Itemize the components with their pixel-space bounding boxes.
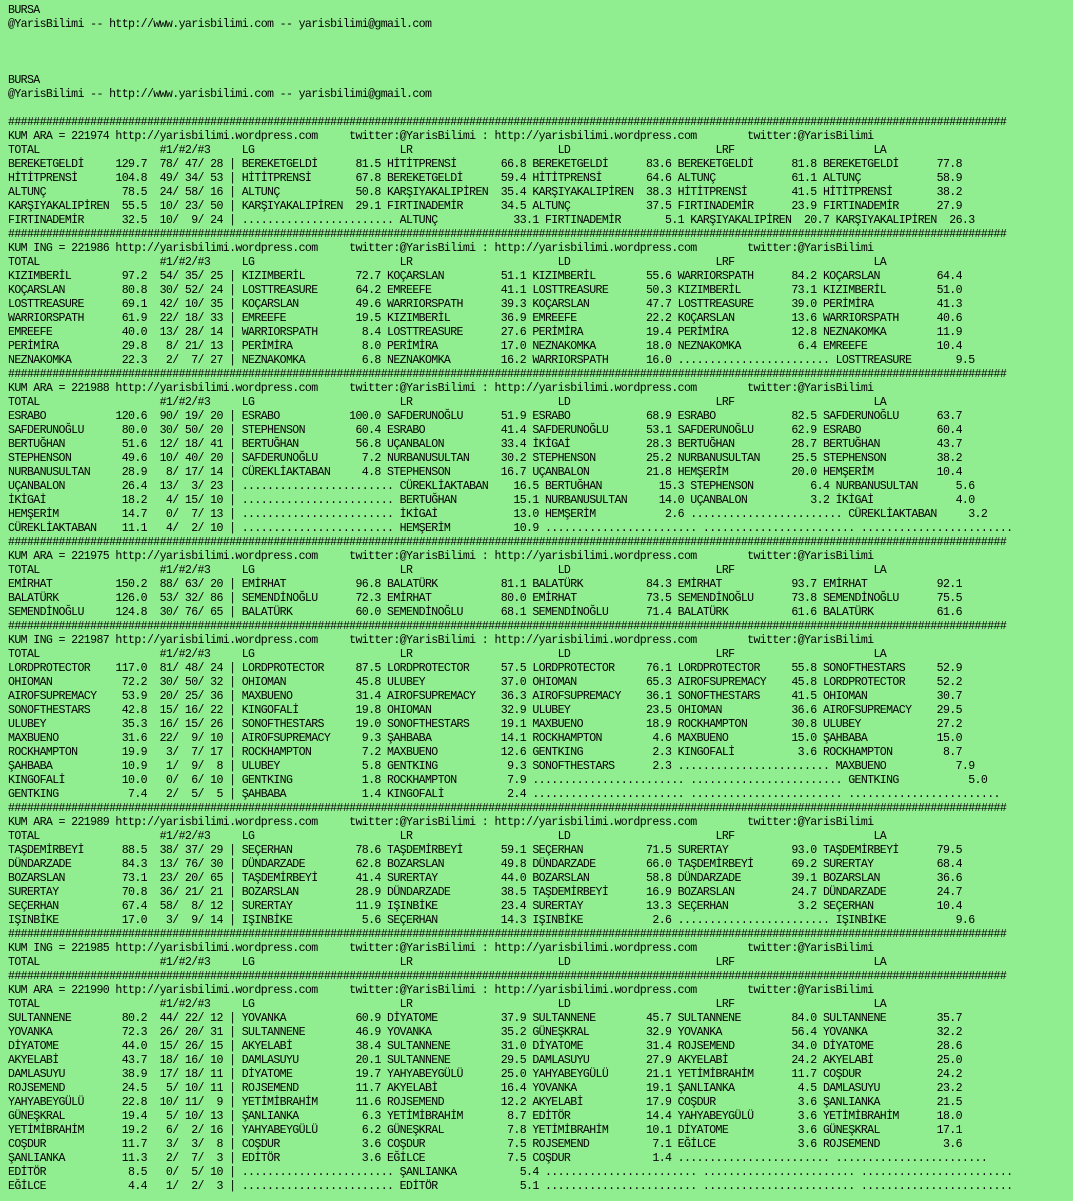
race-report-text: BURSA @YarisBilimi -- http://www.yarisbilimi.com -- yarisbilimi@gmail.com BURSA @YarisBilimi -- http://www.yarisbilimi.com -- yarisbilimi@gmail.com ############################################################################################################################################################## KUM ARA = 221974 http://yarisbilimi.wordpress.com twitter:@YarisBilimi : http://yarisbilimi.wordpress.com twitter:@YarisBilimi TOTAL #1/#2/#3 LG LR LD LRF LA BEREKETGELDİ 129.7 78/ 47/ 28 | BEREKETGELDİ 81.5 HİTİTPRENSİ 66.8 BEREKETGELDİ 83.6 BEREKETGELDİ 81.8 BEREKETGELDİ 77.8 HİTİTPRENSİ 104.8 49/ 34/ 53 | HİTİTPRENSİ 67.8 BEREKETGELDİ 59.4 HİTİTPRENSİ 64.6 ALTUNÇ 61.1 ALTUNÇ 58.9 ALTUNÇ 78.5 24/ 58/ 16 | ALTUNÇ 50.8 KARŞIYAKALIPİREN 35.4 KARŞIYAKALIPİREN 38.3 HİTİTPRENSİ 41.5 HİTİTPRENSİ 38.2 KARŞIYAKALIPİREN 55.5 10/ 23/ 50 | KARŞIYAKALIPİREN 29.1 FIRTINADEMİR 34.5 ALTUNÇ 37.5 FIRTINADEMİR 23.9 FIRTINADEMİR 27.9 FIRTINADEMİR 32.5 10/ 9/ 24 | ........................ ALTUNÇ 33.1 FIRTINADEMİR 5.1 KARŞIYAKALIPİREN 20.7 KARŞIYAKALIPİREN 26.3 ############################################################################################################################################################## KUM ING = 221986 http://yarisbilimi.wordpress.com twitter:@YarisBilimi : http://yarisbilimi.wordpress.com twitter:@YarisBilimi TOTAL #1/#2/#3 LG LR LD LRF LA KIZIMBERİL 97.2 54/ 35/ 25 | KIZIMBERİL 72.7 KOÇARSLAN 51.1 KIZIMBERİL 55.6 WARRIORSPATH 84.2 KOÇARSLAN 64.4 KOÇARSLAN 80.8 30/ 52/ 24 | LOSTTREASURE 64.2 EMREEFE 41.1 LOSTTREASURE 50.3 KIZIMBERİL 73.1 KIZIMBERİL 51.0 LOSTTREASURE 69.1 42/ 10/ 35 | KOÇARSLAN 49.6 WARRIORSPATH 39.3 KOÇARSLAN 47.7 LOSTTREASURE 39.0 PERİMİRA 41.3 WARRIORSPATH 61.9 22/ 18/ 33 | EMREEFE 19.5 KIZIMBERİL 36.9 EMREEFE 22.2 KOÇARSLAN 13.6 WARRIORSPATH 40.6 EMREEFE 40.0 13/ 28/ 14 | WARRIORSPATH 8.4 LOSTTREASURE 27.6 PERİMİRA 19.4 PERİMİRA 12.8 NEZNAKOMKA 11.9 PERİMİRA 29.8 8/ 21/ 13 | PERİMİRA 8.0 PERİMİRA 17.0 NEZNAKOMKA 18.0 NEZNAKOMKA 6.4 EMREEFE 10.4 NEZNAKOMKA 22.3 2/ 7/ 27 | NEZNAKOMKA 6.8 NEZNAKOMKA 16.2 WARRIORSPATH 16.0 ........................ LOSTTREASURE 9.5 ############################################################################################################################################################## KUM ARA = 221988 http://yarisbilimi.wordpress.com twitter:@YarisBilimi : http://yarisbilimi.wordpress.com twitter:@YarisBilimi TOTAL #1/#2/#3 LG LR LD LRF LA ESRABO 120.6 90/ 19/ 20 | ESRABO 100.0 SAFDERUNOĞLU 51.9 ESRABO 68.9 ESRABO 82.5 SAFDERUNOĞLU 63.7 SAFDERUNOĞLU 80.0 30/ 50/ 20 | STEPHENSON 60.4 ESRABO 41.4 SAFDERUNOĞLU 53.1 SAFDERUNOĞLU 62.9 ESRABO 60.4 BERTUĞHAN 51.6 12/ 18/ 41 | BERTUĞHAN 56.8 UÇANBALON 33.4 İKİGAİ 28.3 BERTUĞHAN 28.7 BERTUĞHAN 43.7 STEPHENSON 49.6 10/ 40/ 20 | SAFDERUNOĞLU 7.2 NURBANUSULTAN 30.2 STEPHENSON 25.2 NURBANUSULTAN 25.5 STEPHENSON 38.2 NURBANUSULTAN 28.9 8/ 17/ 14 | CÜREKLİAKTABAN 4.8 STEPHENSON 16.7 UÇANBALON 21.8 HEMŞERİM 20.0 HEMŞERİM 10.4 UÇANBALON 26.4 13/ 3/ 23 | ........................ CÜREKLİAKTABAN 16.5 BERTUĞHAN 15.3 STEPHENSON 6.4 NURBANUSULTAN 5.6 İKİGAİ 18.2 4/ 15/ 10 | ........................ BERTUĞHAN 15.1 NURBANUSULTAN 14.0 UÇANBALON 3.2 İKİGAİ 4.0 HEMŞERİM 14.7 0/ 7/ 13 | ........................ İKİGAİ 13.0 HEMŞERİM 2.6 ........................ CÜREKLİAKTABAN 3.2 CÜREKLİAKTABAN 11.1 4/ 2/ 10 | ........................ HEMŞERİM 10.9 ........................ ........................ ........................ ############################################################################################################################################################## KUM ARA = 221975 http://yarisbilimi.wordpress.com twitter:@YarisBilimi : http://yarisbilimi.wordpress.com twitter:@YarisBilimi TOTAL #1/#2/#3 LG LR LD LRF LA EMİRHAT 150.2 88/ 63/ 20 | EMİRHAT 96.8 BALATÜRK 81.1 BALATÜRK 84.3 EMİRHAT 93.7 EMİRHAT 92.1 BALATÜRK 126.0 53/ 32/ 86 | SEMENDİNOĞLU 72.3 EMİRHAT 80.0 EMİRHAT 73.5 SEMENDİNOĞLU 73.8 SEMENDİNOĞLU 75.5 SEMENDİNOĞLU 124.8 30/ 76/ 65 | BALATÜRK 60.0 SEMENDİNOĞLU 68.1 SEMENDİNOĞLU 71.4 BALATÜRK 61.6 BALATÜRK 61.6 ############################################################################################################################################################## KUM ING = 221987 http://yarisbilimi.wordpress.com twitter:@YarisBilimi : http://yarisbilimi.wordpress.com twitter:@YarisBilimi TOTAL #1/#2/#3 LG LR LD LRF LA LORDPROTECTOR 117.0 81/ 48/ 24 | LORDPROTECTOR 87.5 LORDPROTECTOR 57.5 LORDPROTECTOR 76.1 LORDPROTECTOR 55.8 SONOFTHESTARS 52.9 OHIOMAN 72.2 30/ 50/ 32 | OHIOMAN 45.8 ULUBEY 37.0 OHIOMAN 65.3 AIROFSUPREMACY 45.8 LORDPROTECTOR 52.2 AIROFSUPREMACY 53.9 20/ 25/ 36 | MAXBUENO 31.4 AIROFSUPREMACY 36.3 AIROFSUPREMACY 36.1 SONOFTHESTARS 41.5 OHIOMAN 30.7 SONOFTHESTARS 42.8 15/ 16/ 22 | KINGOFALİ 19.8 OHIOMAN 32.9 ULUBEY 23.5 OHIOMAN 36.6 AIROFSUPREMACY 29.5 ULUBEY 35.3 16/ 15/ 26 | SONOFTHESTARS 19.0 SONOFTHESTARS 19.1 MAXBUENO 18.9 ROCKHAMPTON 30.8 ULUBEY 27.2 MAXBUENO 31.6 22/ 9/ 10 | AIROFSUPREMACY 9.3 ŞAHBABA 14.1 ROCKHAMPTON 4.6 MAXBUENO 15.0 ŞAHBABA 15.0 ROCKHAMPTON 19.9 3/ 7/ 17 | ROCKHAMPTON 7.2 MAXBUENO 12.6 GENTKING 2.3 KINGOFALİ 3.6 ROCKHAMPTON 8.7 ŞAHBABA 10.9 1/ 9/ 8 | ULUBEY 5.8 GENTKING 9.3 SONOFTHESTARS 2.3 ........................ MAXBUENO 7.9 KINGOFALİ 10.0 0/ 6/ 10 | GENTKING 1.8 ROCKHAMPTON 7.9 ........................ ........................ GENTKING 5.0 GENTKING 7.4 2/ 5/ 5 | ŞAHBABA 1.4 KINGOFALİ 2.4 ........................ ........................ ........................ ############################################################################################################################################################## KUM ARA = 221989 http://yarisbilimi.wordpress.com twitter:@YarisBilimi : http://yarisbilimi.wordpress.com twitter:@YarisBilimi TOTAL #1/#2/#3 LG LR LD LRF LA TAŞDEMİRBEYİ 88.5 38/ 37/ 29 | SEÇERHAN 78.6 TAŞDEMİRBEYİ 59.1 SEÇERHAN 71.5 SURERTAY 93.0 TAŞDEMİRBEYİ 79.5 DÜNDARZADE 84.3 13/ 76/ 30 | DÜNDARZADE 62.8 BOZARSLAN 49.8 DÜNDARZADE 66.0 TAŞDEMİRBEYİ 69.2 SURERTAY 68.4 BOZARSLAN 73.1 23/ 20/ 65 | TAŞDEMİRBEYİ 41.4 SURERTAY 44.0 BOZARSLAN 58.8 DÜNDARZADE 39.1 BOZARSLAN 36.6 SURERTAY 70.8 36/ 21/ 21 | BOZARSLAN 28.9 DÜNDARZADE 38.5 TAŞDEMİRBEYİ 16.9 BOZARSLAN 24.7 DÜNDARZADE 24.7 SEÇERHAN 67.4 58/ 8/ 12 | SURERTAY 11.9 IŞINBİKE 23.4 SURERTAY 13.3 SEÇERHAN 3.2 SEÇERHAN 10.4 IŞINBİKE 17.0 3/ 9/ 14 | IŞINBİKE 5.6 SEÇERHAN 14.3 IŞINBİKE 2.6 ........................ IŞINBİKE 9.6 ############################################################################################################################################################## KUM ING = 221985 http://yarisbilimi.wordpress.com twitter:@YarisBilimi : http://yarisbilimi.wordpress.com twitter:@YarisBilimi TOTAL #1/#2/#3 LG LR LD LRF LA ############################################################################################################################################################## KUM ARA = 221990 http://yarisbilimi.wordpress.com twitter:@YarisBilimi : http://yarisbilimi.wordpress.com twitter:@YarisBilimi TOTAL #1/#2/#3 LG LR LD LRF LA SULTANNENE 80.2 44/ 22/ 12 | YOVANKA 60.9 DİYATOME 37.9 SULTANNENE 45.7 SULTANNENE 84.0 SULTANNENE 35.7 YOVANKA 72.3 26/ 20/ 31 | SULTANNENE 46.9 YOVANKA 35.2 GÜNEŞKRAL 32.9 YOVANKA 56.4 YOVANKA 32.2 DİYATOME 44.0 15/ 26/ 15 | AKYELABİ 38.4 SULTANNENE 31.0 DİYATOME 31.4 ROJSEMEND 34.0 DİYATOME 28.6 AKYELABİ 43.7 18/ 16/ 10 | DAMLASUYU 20.1 SULTANNENE 29.5 DAMLASUYU 27.9 AKYELABİ 24.2 AKYELABİ 25.0 DAMLASUYU 38.9 17/ 18/ 11 | DİYATOME 19.7 YAHYABEYGÜLÜ 25.0 YAHYABEYGÜLÜ 21.1 YETİMİBRAHİM 11.7 COŞDUR 24.2 ROJSEMEND 24.5 5/ 10/ 11 | ROJSEMEND 11.7 AKYELABİ 16.4 YOVANKA 19.1 ŞANLIANKA 4.5 DAMLASUYU 23.2 YAHYABEYGÜLÜ 22.8 10/ 11/ 9 | YETİMİBRAHİM 11.6 ROJSEMEND 12.2 AKYELABİ 17.9 COŞDUR 3.6 ŞANLIANKA 21.5 GÜNEŞKRAL 19.4 5/ 10/ 13 | ŞANLIANKA 6.3 YETİMİBRAHİM 8.7 EDİTÖR 14.4 YAHYABEYGÜLÜ 3.6 YETİMİBRAHİM 18.0 YETİMİBRAHİM 19.2 6/ 2/ 16 | YAHYABEYGÜLÜ 6.2 GÜNEŞKRAL 7.8 YETİMİBRAHİM 10.1 DİYATOME 3.6 GÜNEŞKRAL 17.1 COŞDUR 11.7 3/ 3/ 8 | COŞDUR 3.6 COŞDUR 7.5 ROJSEMEND 7.1 EĞİLCE 3.6 ROJSEMEND 3.6 ŞANLIANKA 11.3 2/ 7/ 3 | EDİTÖR 3.6 EĞİLCE 7.5 COŞDUR 1.4 ........................ ........................ EDİTÖR 8.5 0/ 5/ 10 | ........................ ŞANLIANKA 5.4 ........................ ........................ ........................ EĞİLCE 4.4 1/ 2/ 3 | ........................ EDİTÖR 5.1 ........................ ........................ ........................ (8, 4, 1013, 1193)
